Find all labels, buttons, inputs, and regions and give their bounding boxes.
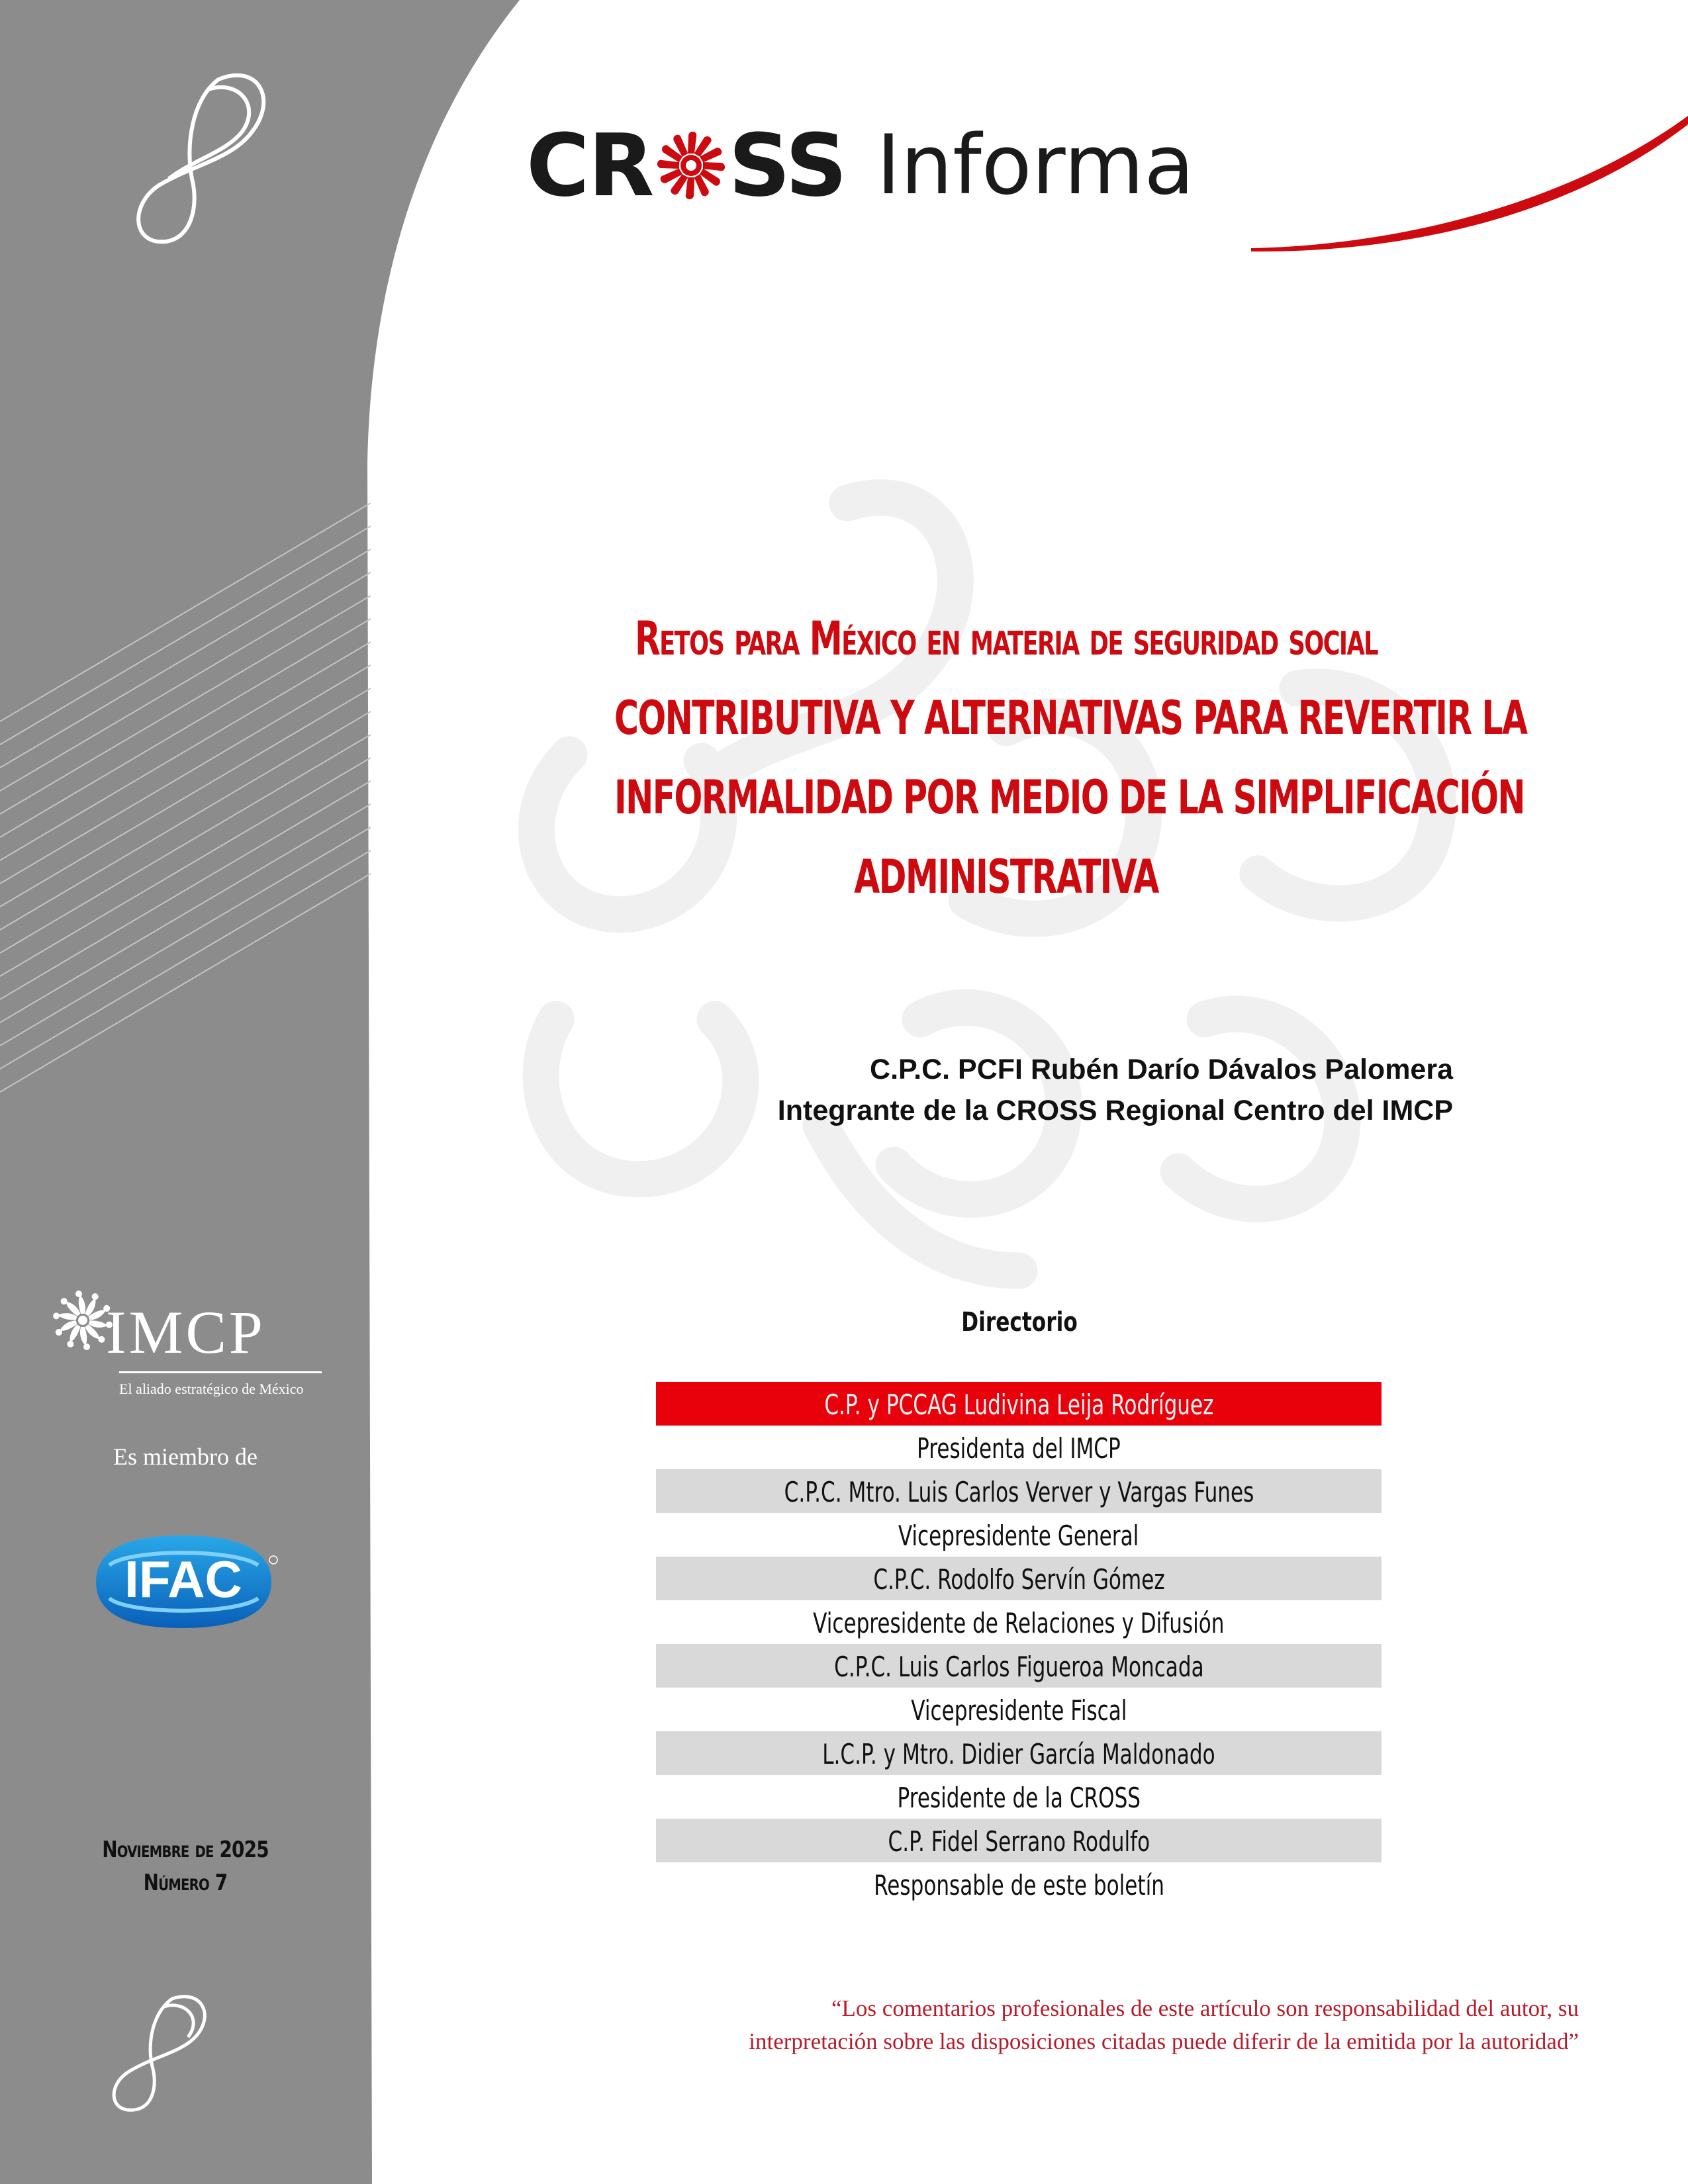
cross-symbol-logo-icon bbox=[119, 60, 285, 258]
cross-wordmark bbox=[526, 115, 846, 216]
cross-symbol-logo-bottom-icon bbox=[99, 1985, 218, 2118]
issue-date-block bbox=[33, 1833, 337, 1899]
red-swoosh-decoration bbox=[1244, 106, 1688, 258]
directory-role: Vicepresidente General bbox=[898, 1520, 1139, 1552]
disclaimer-line-1: “Los comentarios profesionales de este artículo son responsabilidad del autor, su bbox=[831, 1995, 1579, 2021]
directory-name: C.P.C. Mtro. Luis Carlos Verver y Vargas Funes bbox=[656, 1469, 1382, 1513]
ifac-wordmark: IFAC bbox=[124, 1550, 242, 1608]
directory-name: C.P. Fidel Serrano Rodulfo bbox=[656, 1819, 1382, 1862]
directory-role: Presidenta del IMCP bbox=[917, 1432, 1121, 1465]
author-name: C.P.C. PCFI Rubén Darío Dávalos Palomera bbox=[870, 1054, 1453, 1085]
brand-part2: SS bbox=[728, 115, 846, 216]
disclaimer bbox=[652, 1992, 1579, 2058]
directory-name: C.P.C. Rodolfo Servín Gómez bbox=[656, 1557, 1382, 1600]
directory-name: C.P. y PCCAG Ludivina Leija Rodríguez bbox=[656, 1382, 1382, 1426]
imcp-wordmark: IMCP bbox=[106, 1298, 265, 1366]
title-line-4: ADMINISTRATIVA bbox=[854, 850, 1158, 904]
sun-emblem-icon bbox=[655, 129, 727, 202]
directory-role: Responsable de este boletín bbox=[873, 1869, 1164, 1901]
directory-name: L.C.P. y Mtro. Didier García Maldonado bbox=[656, 1731, 1382, 1775]
issue-date: Noviembre de 2025 bbox=[102, 1837, 269, 1863]
directory-role: Presidente de la CROSS bbox=[897, 1782, 1141, 1814]
title-line-2: CONTRIBUTIVA Y ALTERNATIVAS PARA REVERTIR LA bbox=[614, 691, 1527, 745]
title-line-1: Retos para México en materia de seguridad social bbox=[634, 612, 1378, 666]
directory-name: C.P.C. Luis Carlos Figueroa Moncada bbox=[656, 1644, 1382, 1688]
author-role: Integrante de la CROSS Regional Centro del IMCP bbox=[777, 1095, 1453, 1126]
author-block bbox=[778, 1049, 1453, 1131]
directory-role: Vicepresidente Fiscal bbox=[910, 1694, 1127, 1727]
issue-number: Número 7 bbox=[143, 1870, 228, 1896]
title-line-3: INFORMALIDAD POR MEDIO DE LA SIMPLIFICACIÓN bbox=[614, 770, 1524, 825]
decorative-stripes bbox=[0, 503, 371, 1138]
directory-role: Vicepresidente de Relaciones y Difusión bbox=[813, 1607, 1225, 1639]
article-title bbox=[516, 599, 1527, 917]
ifac-logo bbox=[89, 1519, 281, 1645]
cross-informa-logo bbox=[526, 116, 1194, 215]
brand-word: Informa bbox=[876, 118, 1195, 213]
imcp-divider bbox=[119, 1371, 322, 1373]
disclaimer-line-2: interpretación sobre las disposiciones citadas puede diferir de la emitida por la autoridad” bbox=[749, 2028, 1579, 2054]
brand-part1: CR bbox=[526, 115, 653, 216]
member-text: Es miembro de bbox=[113, 1443, 258, 1470]
imcp-tagline: El aliado estratégico de México bbox=[119, 1381, 304, 1397]
directory-table bbox=[656, 1382, 1382, 1906]
directory-title: Directorio bbox=[961, 1307, 1078, 1338]
